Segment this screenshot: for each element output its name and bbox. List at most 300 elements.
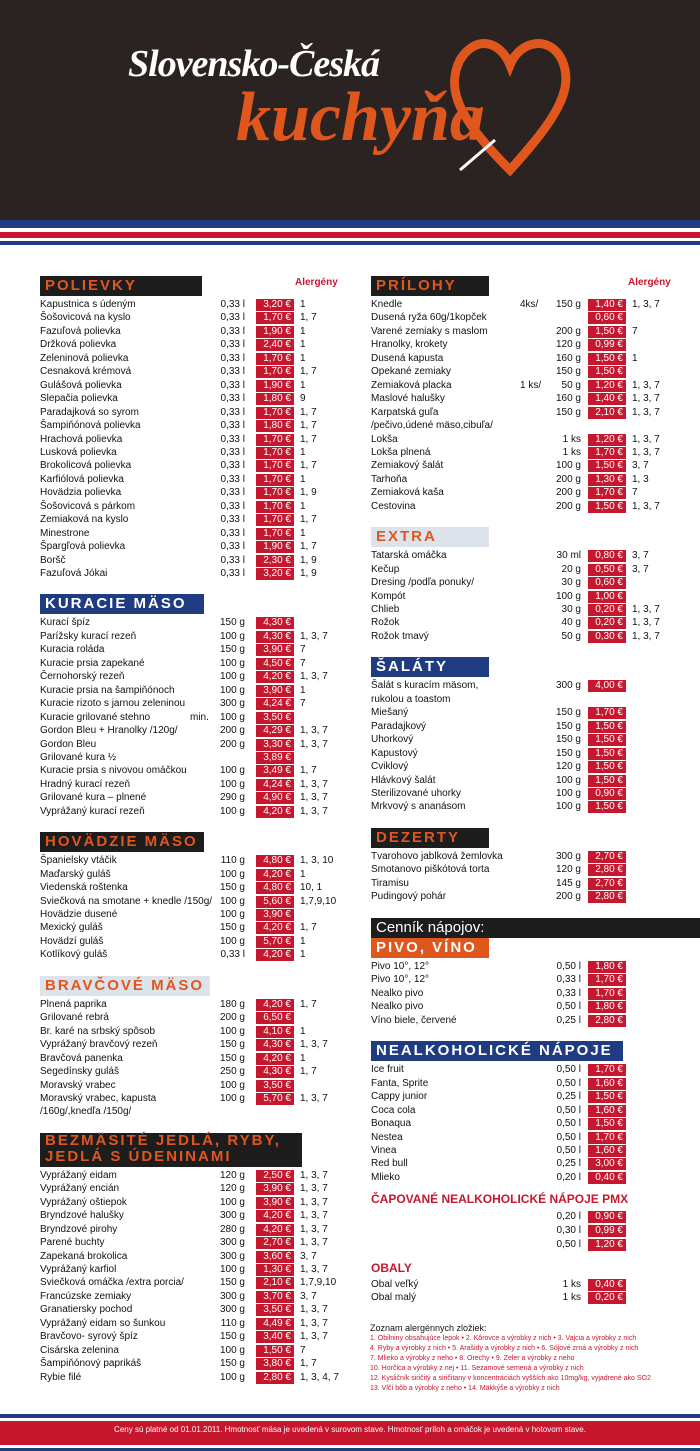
menu-item-quantity: 300 g [219,1290,245,1302]
menu-item-name: Víno biele, červené [371,1014,457,1026]
menu-item-name: Kuracie grilované stehno [40,711,151,723]
menu-item-name: Šampiňónová polievka [40,420,141,432]
menu-item-allergens: 1, 9 [300,554,317,566]
menu-item-name: Kuracie prsia zapekané [40,657,145,669]
menu-item-name: Nestea [371,1131,403,1143]
menu-item-allergens: 1, 3, 10 [300,855,334,867]
section-heading: NEALKOHOLICKÉ NÁPOJE [371,1041,623,1061]
menu-item-price: 1,90 € [256,541,294,553]
menu-item-name: Bonaqua [371,1118,412,1130]
menu-item-quantity: 40 g [561,617,581,629]
menu-item-quantity: 0,33 l [220,460,245,472]
menu-item-name: Smotanovo piškótová torta [371,864,490,876]
menu-item-price: 3,50 € [256,712,294,724]
menu-item-quantity: 0,33 l [220,299,245,310]
menu-item-price: 3,20 € [256,299,294,311]
menu-item-name: Cviklový [371,761,409,773]
menu-item-name: Nealko pivo [371,987,424,999]
menu-item-allergens: 1, 3, 7 [300,725,328,737]
menu-item-quantity: 0,33 l [556,987,581,999]
menu-item-quantity: 145 g [555,877,581,889]
menu-item-quantity: 30 g [561,577,581,589]
menu-item-name: Br. karé na srbský spôsob [40,1025,156,1037]
menu-item-allergens: 1 [300,500,306,512]
header-banner [0,0,700,220]
menu-item-name: Nealko pivo [371,1001,424,1013]
menu-item-price: 1,70 € [256,474,294,486]
menu-item-name: Vyprážaný oštiepok [40,1196,127,1208]
menu-item-price: 4,49 € [256,1318,294,1330]
menu-item-name: Slepačia polievka [40,393,118,405]
brand-line1: Slovensko-Česká [128,43,379,85]
menu-item-name: Varené zemiaky s maslom [371,325,488,337]
menu-item-quantity: 160 g [555,393,581,405]
menu-item-quantity: 0,33 l [220,541,245,553]
menu-item-price: 3,90 € [256,909,294,921]
menu-item-quantity: 160 g [555,352,581,364]
menu-item-name: Vyprážaný karfiol [40,1264,117,1275]
menu-item-allergens: 1, 7 [300,312,317,324]
menu-item-price: 4,29 € [256,725,294,737]
menu-item-quantity: 0,33 l [220,352,245,364]
menu-item-name: Zeleninová polievka [40,352,129,364]
menu-item-name: Hradný kurací rezeň [40,778,131,790]
menu-item-price: 3,90 € [256,685,294,697]
tap-title: ČAPOVANÉ NEALKOHOLICKÉ NÁPOJE PMX [371,1192,629,1206]
menu-item-quantity: 30 ml [556,550,581,562]
menu-item-allergens: 1 [300,379,306,391]
menu-item-name: Špargľová polievka [40,541,126,553]
menu-item-price: 3,49 € [256,765,294,777]
packaging-price: 0,40 € [588,1279,626,1291]
menu-item-allergens: 1,7,9,10 [300,895,337,907]
menu-item-price: 3,20 € [256,568,294,580]
menu-item-name: Paradajkový [371,720,427,732]
menu-item-allergens: 1, 9 [300,568,317,579]
menu-item-price: 2,70 € [588,878,626,890]
menu-item-quantity: 0,33 l [220,554,245,566]
menu-item-price: 0,60 € [588,312,626,324]
menu-item-name: Hlávkový šalát [371,774,436,786]
menu-item-price: 1,90 € [256,326,294,338]
menu-item-allergens: 1, 3 [632,473,649,485]
menu-item-quantity: 0,50 l [556,1064,581,1076]
menu-item-name: Sviečková omáčka /extra porcia/ [40,1277,184,1289]
menu-item-count: 1 ks/ [520,379,542,391]
menu-item-quantity: 110 g [220,1317,245,1329]
menu-item-name: Ice fruit [371,1064,404,1076]
menu-item-price: 4,80 € [256,855,294,867]
menu-item-name: Sterilizované uhorky [371,787,462,799]
menu-item-quantity: 150 g [219,1052,245,1064]
menu-item-quantity: 300 g [219,1250,245,1262]
menu-item-quantity: 200 g [555,891,581,903]
menu-item-name: Paradajková so syrom [40,406,139,418]
menu-item-price: 4,30 € [256,617,294,629]
allergen-legend-line: 13. Vlčí bôb a výrobky z neho • 14. Mäkkýše a výrobky z nich [370,1385,560,1392]
menu-item-name: Rožok tmavý [371,630,429,642]
menu-item-price: 1,50 € [588,501,626,513]
menu-item-allergens: 1, 3, 7 [632,604,660,615]
menu-item-quantity: 0,25 l [556,1091,581,1103]
menu-item-allergens: 1, 7 [300,1066,317,1078]
menu-item-name: Vinea [371,1144,397,1156]
menu-item-allergens: 1, 3, 7 [632,299,660,310]
menu-item-name: Hovädzí guláš [40,935,104,947]
menu-item-quantity: 0,50 l [556,1001,581,1013]
menu-item-name: Parené buchty [40,1237,105,1249]
menu-item-name: Francúzske zemiaky [40,1290,132,1302]
menu-item-price: 1,40 € [588,393,626,405]
menu-item-price: 2,70 € [256,1237,294,1249]
menu-item-price: 1,70 € [588,1132,626,1144]
menu-item-allergens: 1 [632,352,638,364]
menu-item-name: Kapustový [371,747,418,759]
menu-item-price: 4,80 € [256,882,294,894]
menu-item-price: 1,70 € [256,447,294,459]
menu-item-allergens: 1, 3, 7 [632,630,660,642]
packaging-name: Obal malý [371,1292,417,1303]
menu-item-name: Šošovicová s párkom [40,500,136,512]
menu-item-quantity: 300 g [219,1237,245,1249]
menu-item-quantity: 0,25 l [556,1158,581,1170]
menu-item-quantity: 250 g [219,1066,245,1078]
menu-item-name: Mexický guláš [40,922,103,934]
menu-item-quantity: 300 g [555,850,581,862]
menu-item-quantity: 1 ks [562,446,581,458]
menu-item-price: 4,20 € [256,806,294,818]
menu-item-allergens: 1, 3, 7 [300,792,328,804]
menu-item-quantity: 0,50 l [556,1077,581,1089]
menu-item-quantity: 0,33 l [220,500,245,512]
menu-item-quantity: 0,33 l [220,325,245,337]
menu-item-quantity: 0,33 l [220,312,245,324]
menu-item-price: 1,70 € [256,312,294,324]
menu-item-name: Cesnaková krémová [40,366,132,378]
menu-item-price: 4,00 € [588,680,626,692]
allergen-legend-line: 4. Ryby a výrobky z nich • 5. Arašidy a výrobky z nich • 6. Sójové zrná a výrobky z nich [370,1345,639,1352]
section-heading: BRAVČOVÉ MÄSO [40,976,210,996]
menu-item-price: 1,60 € [588,1105,626,1117]
menu-item-name: Hovädzia polievka [40,487,122,499]
menu-item-allergens: 7 [300,1344,306,1356]
menu-item-name: Kapustnica s údeným [40,299,136,310]
menu-item-price: 2,80 € [588,864,626,876]
menu-item-price: 3,50 € [256,1080,294,1092]
menu-item-name: Hovädzie dusené [40,909,118,920]
menu-item-name: Tvarohovo jablková žemlovka [371,850,503,862]
allergen-legend-line: 10. Horčica a výrobky z nej • 11. Sezamové semená a výrobky z nich [370,1365,584,1372]
menu-item-quantity: 300 g [555,680,581,692]
section-heading: HOVÄDZIE MÄSO [40,832,204,852]
menu-item-name: Černohorský rezeň [40,671,125,683]
menu-item-name: Zemiaková placka [371,379,452,391]
menu-item-quantity: 150 g [219,1358,245,1370]
menu-item-price: 5,60 € [256,896,294,908]
menu-item-quantity: 100 g [219,909,245,920]
menu-item-allergens: 1, 3, 7 [632,393,660,405]
menu-item-name: Španielsky vtáčik [40,855,117,867]
menu-item-name: Moravský vrabec [40,1079,116,1091]
menu-item-name: Kečup [371,563,400,575]
tap-price: 0,90 € [588,1211,626,1223]
menu-item-name: Fazuľová Jókai [40,568,108,579]
menu-item-allergens: 7 [632,325,638,337]
menu-item-price: 1,70 € [588,1064,626,1076]
menu-item-allergens: 1, 3, 7 [300,1183,328,1195]
menu-item-price: 4,20 € [256,922,294,934]
menu-item-quantity: 0,50 l [556,1104,581,1116]
menu-item-price: 1,20 € [588,380,626,392]
menu-item-price: 4,90 € [256,792,294,804]
menu-item-price: 1,80 € [256,393,294,405]
menu-item-count: min. [190,711,209,723]
menu-item-name: Sviečková na smotane + knedle /150g/ [40,895,213,907]
menu-item-name: Zapekaná brokolica [40,1250,128,1262]
menu-item-allergens: 7 [300,657,306,669]
menu-item-quantity: 100 g [219,684,245,696]
menu-item-price: 3,70 € [256,1291,294,1303]
menu-item-quantity: 100 g [219,1371,245,1383]
menu-item-quantity: 150 g [219,1277,245,1289]
menu-item-allergens: 1, 3, 7 [300,1210,328,1222]
menu-item-price: 1,80 € [588,961,626,973]
menu-item-price: 3,30 € [256,739,294,751]
menu-item-name: Tatarská omáčka [371,550,447,562]
menu-item-name: Red bull [371,1158,408,1170]
menu-item-name: Karpatská guľa [371,406,439,418]
allergen-header: Alergény [295,277,338,288]
menu-item-quantity: 200 g [219,1012,245,1024]
menu-item-price: 4,30 € [256,1039,294,1051]
menu-item-price: 1,50 € [588,748,626,760]
menu-item-quantity: 100 g [219,868,245,880]
section-heading: EXTRA [371,527,489,547]
menu-item-price: 1,70 € [588,447,626,459]
menu-item-allergens: 1, 7 [300,998,317,1010]
top-stripe-blue2 [0,241,700,245]
menu-item-quantity: 150 g [555,734,581,746]
menu-item-allergens: 1, 3, 7 [300,1331,328,1343]
menu-item-price: 0,60 € [588,577,626,589]
menu-item-name: Boršč [40,554,66,566]
menu-item-price: 1,50 € [588,1118,626,1130]
menu-item-quantity: 200 g [219,725,245,737]
menu-item-name: Pivo 10°, 12° [371,974,430,986]
menu-item-name: Tarhoňa [371,473,408,485]
menu-item-price: 1,70 € [256,407,294,419]
menu-item-quantity: 0,33 l [220,473,245,485]
menu-item-allergens: 9 [300,393,306,405]
menu-item-price: 1,20 € [588,434,626,446]
menu-item-price: 1,00 € [588,591,626,603]
menu-item-name: Grilované rebrá [40,1012,109,1024]
menu-item-allergens: 1 [300,446,306,458]
menu-item-name: Maďarský guláš [40,868,111,880]
menu-item-price: 4,24 € [256,779,294,791]
menu-item-allergens: 1 [300,1025,306,1037]
menu-item-name: Uhorkový [371,734,414,746]
menu-item-name: Gordon Bleu [40,738,97,750]
allergen-header: Alergény [628,277,671,288]
menu-item-name: Vyprážaný eidam so šunkou [40,1317,166,1329]
menu-item-allergens: 1 [300,473,306,485]
menu-item-quantity: 0,33 l [220,527,245,539]
menu-item-price: 1,80 € [256,420,294,432]
menu-item-price: 1,60 € [588,1145,626,1157]
menu-item-name: Karfiólová polievka [40,473,124,485]
menu-item-price: 1,50 € [588,801,626,813]
menu-item-price: 6,50 € [256,1012,294,1024]
menu-item-allergens: 1, 3, 7 [632,617,660,629]
menu-item-price: 1,50 € [588,721,626,733]
menu-item-allergens: 1 [300,949,306,961]
menu-item-allergens: 1 [300,1052,306,1064]
menu-item-allergens: 1,7,9,10 [300,1277,337,1289]
menu-item-price: 1,70 € [256,501,294,513]
menu-item-price: 1,50 € [588,1091,626,1103]
menu-item-price: 4,20 € [256,869,294,881]
menu-item-name: Moravský vrabec, kapusta [40,1092,157,1104]
menu-item-price: 1,50 € [588,326,626,338]
menu-item-name: Coca cola [371,1104,416,1116]
menu-item-quantity: 100 g [219,657,245,669]
allergen-legend-line: 7. Mlieko a výrobky z neho • 8. Orechy • 9. Zeler a výrobky z neho [370,1355,575,1362]
menu-item-allergens: 1, 3, 7 [300,805,328,817]
menu-item-name: rukolou a toastom [371,693,451,705]
menu-item-price: 1,70 € [256,460,294,472]
menu-item-name: Fazuľová polievka [40,325,121,337]
menu-item-quantity: 30 g [561,604,581,615]
menu-item-quantity: 0,50 l [556,1144,581,1156]
menu-item-name: Tiramisu [371,877,409,889]
menu-item-name: Mlieko [371,1171,400,1183]
menu-item-name: Pivo 10°, 12° [371,961,430,972]
menu-item-quantity: 150 g [555,747,581,759]
menu-item-price: 4,10 € [256,1026,294,1038]
menu-item-allergens: 1, 3, 7 [300,738,328,750]
footer-note: Ceny sú platné od 01.01.2011. Hmotnosť mäsa je uvedená v surovom stave. Hmotnosť príloh a omáčok je uvedená v hotovom stave. [114,1425,586,1434]
tap-price: 0,99 € [588,1225,626,1237]
menu-item-price: 0,90 € [588,788,626,800]
menu-item-price: 0,99 € [588,339,626,351]
menu-item-name: Kuracie prsia na šampiňónoch [40,684,175,696]
menu-item-allergens: 1, 3, 7 [300,1039,328,1051]
menu-item-allergens: 1, 7 [300,366,317,378]
section-heading: PIVO, VÍNO [371,938,489,958]
menu-item-price: 3,00 € [588,1158,626,1170]
menu-item-allergens: 3, 7 [632,563,649,575]
menu-item-name: Kuracie prsia s nivovou omáčkou [40,765,187,777]
menu-item-allergens: 1, 3, 7 [300,1196,328,1208]
menu-item-quantity: 1 ks [562,433,581,445]
menu-item-name: Vyprážaný eidam [40,1169,117,1181]
menu-item-quantity: 100 g [555,774,581,786]
menu-item-price: 2,80 € [256,1372,294,1384]
menu-item-allergens: 1 [300,352,306,364]
menu-item-name: Mrkvový s ananásom [371,801,466,813]
menu-item-quantity: 100 g [219,1025,245,1037]
menu-item-quantity: 200 g [555,325,581,337]
menu-item-allergens: 1, 7 [300,541,317,553]
menu-item-price: 3,90 € [256,1197,294,1209]
menu-item-quantity: 100 g [219,895,245,907]
menu-item-name: Kuracie rizoto s jarnou zeleninou [40,698,186,710]
menu-item-allergens: 1, 3, 7 [300,1237,328,1249]
menu-item-price: 5,70 € [256,1093,294,1105]
menu-item-allergens: 1, 3, 7 [300,1223,328,1235]
menu-item-quantity: 0,33 l [220,568,245,579]
menu-item-allergens: 7 [632,487,638,499]
menu-item-allergens: 1, 3, 7 [632,379,660,391]
menu-item-allergens: 1, 3, 4, 7 [300,1371,339,1383]
menu-item-price: 1,70 € [256,528,294,540]
menu-item-price: 3,90 € [256,644,294,656]
menu-item-price: 2,70 € [588,851,626,863]
menu-item-name: Cestovina [371,500,416,512]
menu-item-quantity: 150 g [219,922,245,934]
section-heading: BEZMÄSITÉ JEDLÁ, RYBY, JEDLÁ S ÚDENINAMI [40,1133,302,1167]
menu-item-name: Vyprážaný encián [40,1183,120,1195]
menu-item-quantity: 0,33 l [220,366,245,378]
menu-item-price: 1,70 € [588,707,626,719]
menu-item-quantity: 150 g [555,406,581,418]
menu-item-name: /pečivo,údené mäso,cibuľa/ [371,420,493,432]
tap-price: 1,20 € [588,1239,626,1251]
menu-item-name: Kuracia roláda [40,644,105,656]
menu-item-quantity: 100 g [219,711,245,723]
menu-item-quantity: 100 g [219,935,245,947]
menu-item-name: Dusená kapusta [371,352,444,364]
menu-item-name: Plnená paprika [40,998,107,1010]
menu-item-price: 1,90 € [256,380,294,392]
menu-item-quantity: 150 g [219,617,245,629]
menu-item-quantity: 290 g [219,792,245,804]
menu-item-quantity: 150 g [219,882,245,894]
menu-item-name: Držková polievka [40,339,117,351]
menu-item-allergens: 1, 3, 7 [300,1304,328,1316]
menu-item-quantity: 150 g [219,1331,245,1343]
menu-item-quantity: 0,33 l [220,379,245,391]
menu-item-name: Chlieb [371,604,400,615]
menu-item-price: 5,70 € [256,936,294,948]
menu-item-price: 4,20 € [256,1210,294,1222]
menu-item-price: 1,80 € [588,1001,626,1013]
menu-item-quantity: 0,33 l [220,433,245,445]
menu-item-price: 1,30 € [256,1264,294,1276]
packaging-name: Obal veľký [371,1279,419,1290]
menu-item-quantity: 50 g [561,630,581,642]
menu-item-quantity: 0,33 l [220,949,245,961]
menu-item-price: 1,40 € [588,299,626,311]
menu-item-quantity: 0,33 l [220,420,245,432]
menu-item-quantity: 150 g [555,366,581,378]
brand-line2: kuchyňa [236,79,485,156]
menu-item-price: 4,50 € [256,658,294,670]
menu-item-price: 1,50 € [588,460,626,472]
menu-item-price: 1,70 € [256,487,294,499]
menu-item-price: 0,30 € [588,631,626,643]
menu-item-allergens: 1, 7 [300,1358,317,1370]
menu-item-name: Maslové halušky [371,393,445,405]
menu-item-price: 1,50 € [588,353,626,365]
menu-item-price: 2,30 € [256,555,294,567]
menu-item-allergens: 1, 7 [300,460,317,472]
menu-item-name: Fanta, Sprite [371,1077,429,1089]
menu-item-name: Šošovicová na kyslo [40,312,131,324]
menu-item-quantity: 120 g [555,864,581,876]
drinks-title: Cenník nápojov: [371,918,700,938]
